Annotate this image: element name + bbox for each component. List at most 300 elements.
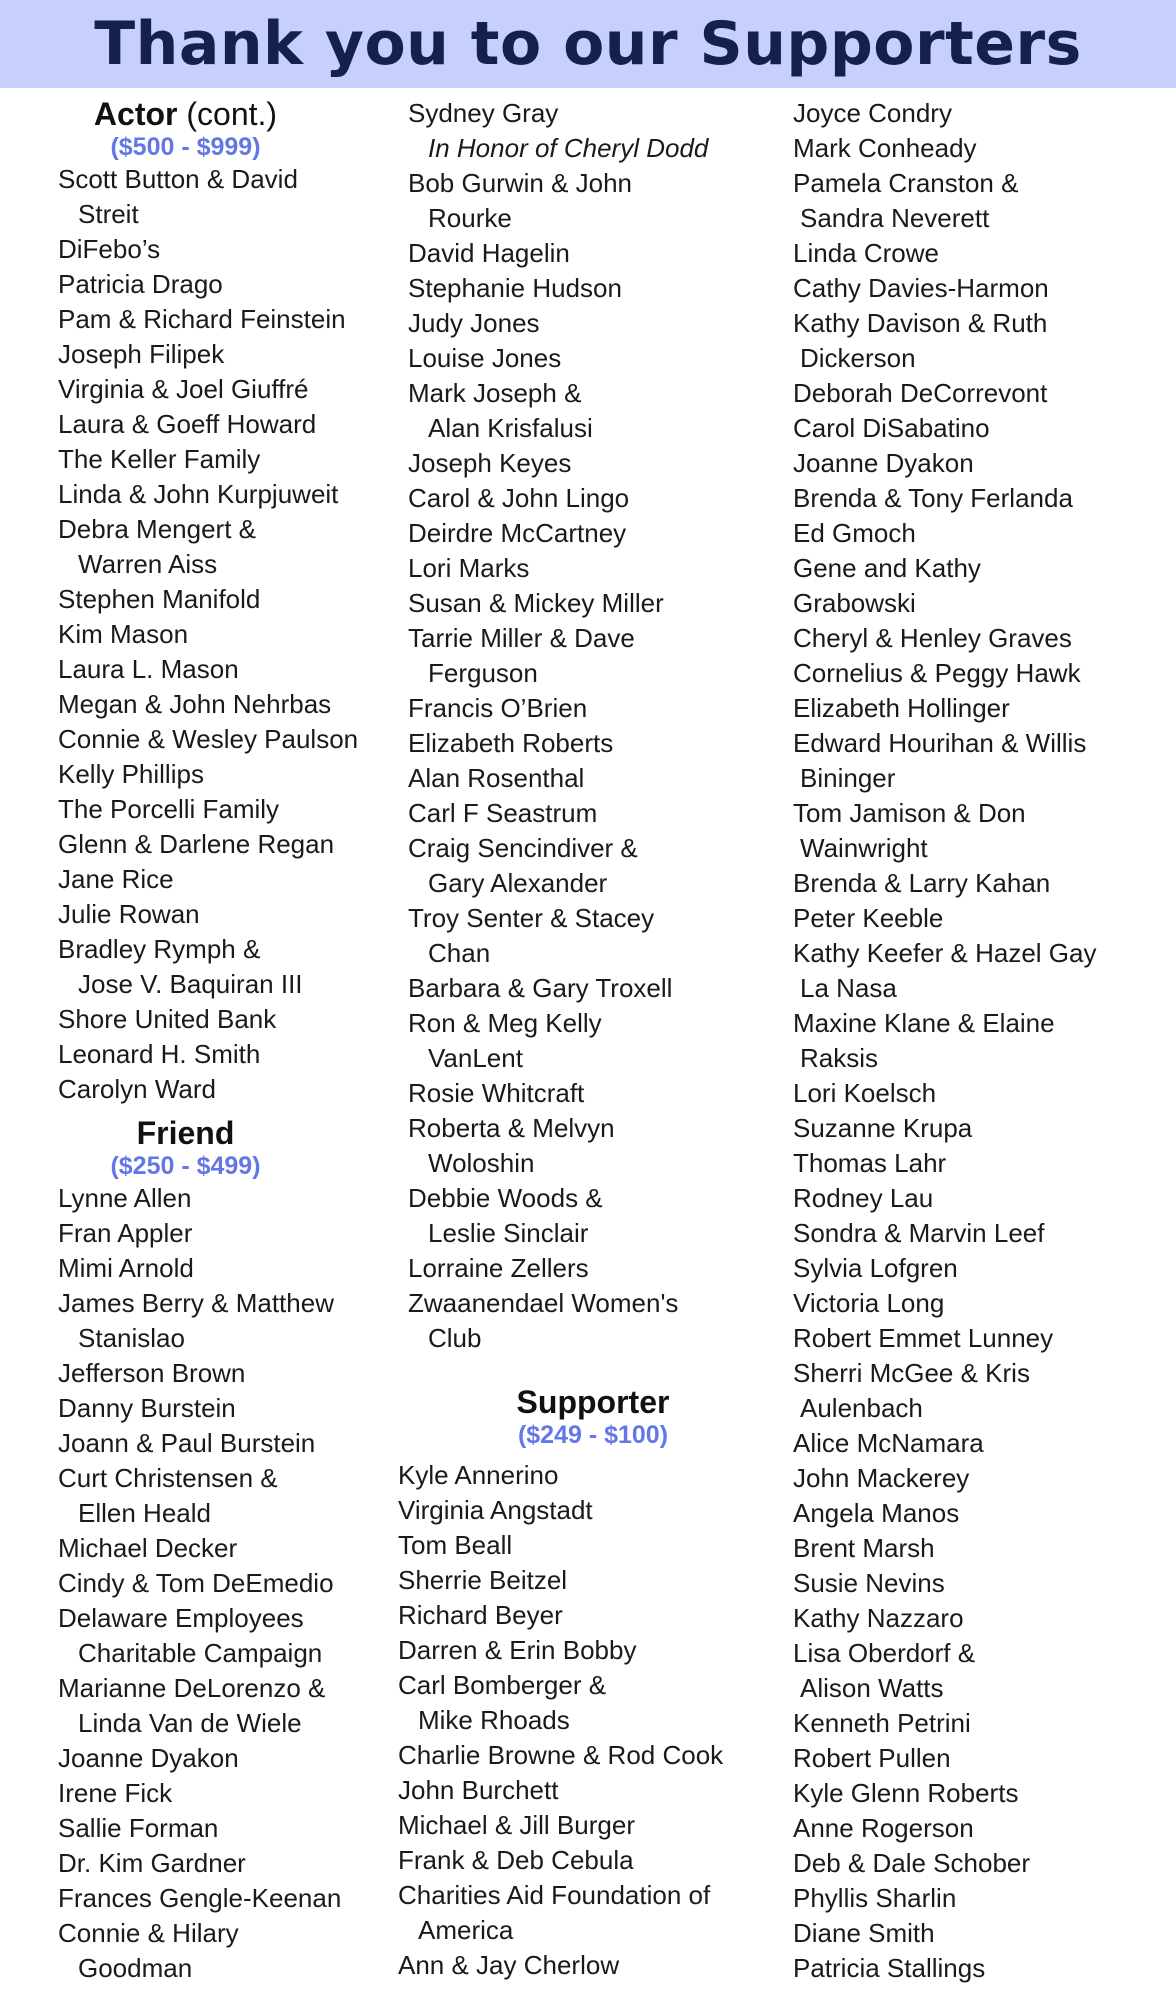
- donor-entry: [793, 481, 1173, 516]
- donor-entry: [58, 1002, 398, 1037]
- donor-name-line: Rosie Whitcraft: [408, 1078, 585, 1108]
- donor-entry: [58, 477, 398, 512]
- donor-name-line: Debra Mengert &: [58, 514, 256, 544]
- honor-note: [408, 131, 778, 166]
- donor-name-line: Kyle Annerino: [398, 1460, 559, 1490]
- donor-entry: [58, 407, 398, 442]
- donor-entry: [793, 446, 1173, 481]
- donor-name-line: Francis O’Brien: [408, 693, 588, 723]
- donor-entry: [58, 827, 398, 862]
- donor-entry: [408, 1006, 778, 1076]
- donor-name-line: Virginia & Joel Giuffré: [58, 374, 309, 404]
- donor-name-line: Joseph Keyes: [408, 448, 572, 478]
- donor-entry: [58, 1391, 398, 1426]
- donor-name-continuation: Alan Krisfalusi: [428, 413, 593, 443]
- donor-entry: [793, 621, 1173, 656]
- donor-entry: [58, 582, 398, 617]
- donor-name-line: Grabowski: [793, 588, 916, 618]
- donor-entry: [58, 897, 398, 932]
- donor-name-continuation: Rourke: [428, 203, 512, 233]
- donor-name-line: Kim Mason: [58, 619, 189, 649]
- donor-entry: [398, 1843, 778, 1878]
- donor-name-line: Linda & John Kurpjuweit: [58, 479, 339, 509]
- donor-entry: [793, 1531, 1173, 1566]
- donor-entry: [793, 1566, 1173, 1601]
- donor-name-line: Delaware Employees: [58, 1603, 304, 1633]
- donor-entry: [793, 1461, 1173, 1496]
- donor-entry: [408, 1076, 778, 1111]
- donor-entry: [58, 1846, 398, 1881]
- donor-entry: [793, 901, 1173, 936]
- donor-name-line: Stephanie Hudson: [408, 273, 622, 303]
- donor-entry: [58, 442, 398, 477]
- donor-name-line: Susan & Mickey Miller: [408, 588, 664, 618]
- donor-name-line: John Burchett: [398, 1775, 559, 1805]
- donor-entry: [58, 1916, 398, 1986]
- donor-name-line: Kyle Glenn Roberts: [793, 1778, 1019, 1808]
- donor-name-continuation: Jose V. Baquiran III: [78, 969, 303, 999]
- column-2: [398, 96, 778, 1983]
- donor-name-line: Sondra & Marvin Leef: [793, 1218, 1045, 1248]
- donor-entry: [398, 1948, 778, 1983]
- donor-name-line: Sylvia Lofgren: [793, 1253, 958, 1283]
- donor-entry: [793, 586, 1173, 621]
- donor-entry: [793, 866, 1173, 901]
- donor-name-line: Joanne Dyakon: [793, 448, 974, 478]
- donor-name-continuation: Linda Van de Wiele: [78, 1708, 302, 1738]
- donor-entry: [398, 1563, 778, 1598]
- donor-entry: [408, 726, 778, 761]
- donor-name-continuation: Ellen Heald: [78, 1498, 211, 1528]
- donor-name-line: Susie Nevins: [793, 1568, 945, 1598]
- donor-entry: [408, 971, 778, 1006]
- donor-entry: [398, 1458, 778, 1493]
- donor-name-line: Cheryl & Henley Graves: [793, 623, 1072, 653]
- donor-name-continuation: La Nasa: [800, 973, 897, 1003]
- donor-entry: [58, 1811, 398, 1846]
- donor-list-supporter: [398, 1458, 778, 1983]
- donor-entry: [58, 1216, 398, 1251]
- donor-entry: [793, 1881, 1173, 1916]
- donor-entry: [58, 1037, 398, 1072]
- donor-name-line: Richard Beyer: [398, 1600, 563, 1630]
- donor-name-line: Alice McNamara: [793, 1428, 984, 1458]
- donor-name-line: Mark Conheady: [793, 133, 977, 163]
- donor-name-line: Megan & John Nehrbas: [58, 689, 332, 719]
- donor-list-friend: [58, 1181, 398, 1986]
- donor-entry: [793, 691, 1173, 726]
- donor-name-continuation: Sandra Neverett: [800, 203, 990, 233]
- donor-name-line: Peter Keeble: [793, 903, 944, 933]
- donor-entry: [58, 1181, 398, 1216]
- donor-name-line: Bob Gurwin & John: [408, 168, 633, 198]
- donor-name-line: Jane Rice: [58, 864, 174, 894]
- donor-entry: [408, 691, 778, 726]
- donor-name-line: Marianne DeLorenzo &: [58, 1673, 326, 1703]
- donor-name-line: Alan Rosenthal: [408, 763, 585, 793]
- donor-list-friend-continued: [408, 96, 778, 1356]
- donor-entry: [408, 586, 778, 621]
- donor-name-line: Debbie Woods &: [408, 1183, 603, 1213]
- donor-entry: [398, 1633, 778, 1668]
- donor-entry: [58, 1741, 398, 1776]
- donor-name-continuation: Leslie Sinclair: [428, 1218, 589, 1248]
- donor-entry: [793, 1146, 1173, 1181]
- donor-name-line: Julie Rowan: [58, 899, 200, 929]
- donor-name-line: Dr. Kim Gardner: [58, 1848, 246, 1878]
- section-title: Supporter: [516, 1384, 670, 1420]
- donor-name-line: Ed Gmoch: [793, 518, 916, 548]
- donor-name-line: Cornelius & Peggy Hawk: [793, 658, 1081, 688]
- donor-entry: [58, 1881, 398, 1916]
- donor-name-line: Carol & John Lingo: [408, 483, 630, 513]
- donor-entry: [58, 1356, 398, 1391]
- donor-name-line: Cathy Davies-Harmon: [793, 273, 1049, 303]
- donor-name-line: Frances Gengle-Keenan: [58, 1883, 342, 1913]
- donor-name-line: Glenn & Darlene Regan: [58, 829, 335, 859]
- donor-name-line: Gene and Kathy: [793, 553, 981, 583]
- donor-entry: [58, 1566, 398, 1601]
- donor-entry: [793, 376, 1173, 411]
- donor-entry: [793, 1601, 1173, 1636]
- donor-name-line: In Honor of Cheryl Dodd: [428, 133, 709, 163]
- donor-name-continuation: Ferguson: [428, 658, 538, 688]
- donor-name-continuation: Chan: [428, 938, 491, 968]
- donation-range-actor: ($500 - $999): [110, 133, 261, 161]
- donor-entry: [793, 1776, 1173, 1811]
- donor-entry: [793, 936, 1173, 1006]
- donor-name-line: Stephen Manifold: [58, 584, 261, 614]
- donor-entry: [408, 481, 778, 516]
- donor-name-line: Pam & Richard Feinstein: [58, 304, 346, 334]
- donor-entry: [793, 1741, 1173, 1776]
- donor-name-line: Charlie Browne & Rod Cook: [398, 1740, 724, 1770]
- donor-entry: [793, 1811, 1173, 1846]
- donor-name-line: Joyce Condry: [793, 98, 952, 128]
- donor-entry: [793, 166, 1173, 236]
- donor-entry: [58, 932, 398, 1002]
- donor-entry: [398, 1738, 778, 1773]
- donor-entry: [408, 1251, 778, 1286]
- donor-name-line: Deirdre McCartney: [408, 518, 627, 548]
- donor-entry: [58, 232, 398, 267]
- donor-name-line: Kathy Nazzaro: [793, 1603, 964, 1633]
- section-title: Actor: [93, 96, 178, 132]
- donor-name-line: Carolyn Ward: [58, 1074, 216, 1104]
- donor-name-line: Diane Smith: [793, 1918, 935, 1948]
- donor-entry: [793, 796, 1173, 866]
- donor-name-line: Victoria Long: [793, 1288, 945, 1318]
- donor-entry: [58, 1461, 398, 1531]
- donor-name-line: Brenda & Tony Ferlanda: [793, 483, 1073, 513]
- donor-name-line: Michael Decker: [58, 1533, 238, 1563]
- donor-name-line: Irene Fick: [58, 1778, 173, 1808]
- donor-name-line: Elizabeth Roberts: [408, 728, 614, 758]
- donor-name-line: Pamela Cranston &: [793, 168, 1019, 198]
- section-continued-label: (cont.): [186, 96, 278, 132]
- donor-entry: [793, 1426, 1173, 1461]
- donor-list-actor: [58, 162, 398, 1107]
- donor-name-line: Michael & Jill Burger: [398, 1810, 635, 1840]
- donor-entry: [408, 761, 778, 796]
- donor-name-line: Linda Crowe: [793, 238, 939, 268]
- donor-entry: [793, 1076, 1173, 1111]
- section-title: Friend: [136, 1115, 235, 1151]
- donor-name-line: Tom Beall: [398, 1530, 513, 1560]
- donation-range-supporter: ($249 - $100): [517, 1421, 669, 1449]
- donor-name-line: Elizabeth Hollinger: [793, 693, 1010, 723]
- donor-entry: [58, 1072, 398, 1107]
- donor-name-line: The Keller Family: [58, 444, 261, 474]
- donor-name-line: Sherrie Beitzel: [398, 1565, 568, 1595]
- donor-entry: [793, 1286, 1173, 1321]
- donor-name-line: Scott Button & David: [58, 164, 298, 194]
- donor-name-line: Kelly Phillips: [58, 759, 204, 789]
- section-heading-supporter: [408, 1384, 778, 1420]
- section-heading-friend: [58, 1115, 313, 1151]
- donor-name-line: David Hagelin: [408, 238, 570, 268]
- donor-entry: [793, 1916, 1173, 1951]
- donor-entry: [58, 162, 398, 232]
- donor-name-continuation: Gary Alexander: [428, 868, 608, 898]
- donor-entry: [408, 446, 778, 481]
- donor-entry: [58, 757, 398, 792]
- donor-name-continuation: Streit: [78, 199, 139, 229]
- donor-name-continuation: Alison Watts: [800, 1673, 944, 1703]
- donor-name-line: Sallie Forman: [58, 1813, 219, 1843]
- donor-entry: [793, 306, 1173, 376]
- donor-entry: [58, 1251, 398, 1286]
- donor-entry: [793, 516, 1173, 551]
- donor-name-line: Brent Marsh: [793, 1533, 935, 1563]
- donor-entry: [58, 337, 398, 372]
- donor-entry: [793, 726, 1173, 796]
- donor-name-line: Lisa Oberdorf &: [793, 1638, 976, 1668]
- donor-entry: [408, 341, 778, 376]
- donor-name-line: Edward Hourihan & Willis: [793, 728, 1087, 758]
- donor-name-line: Thomas Lahr: [793, 1148, 947, 1178]
- donor-name-line: Carol DiSabatino: [793, 413, 990, 443]
- donor-entry: [408, 796, 778, 831]
- donor-name-line: Ron & Meg Kelly: [408, 1008, 602, 1038]
- donor-entry: [793, 1181, 1173, 1216]
- donor-entry: [58, 1426, 398, 1461]
- donor-entry: [58, 862, 398, 897]
- donor-name-line: Connie & Hilary: [58, 1918, 239, 1948]
- donor-name-line: Sherri McGee & Kris: [793, 1358, 1030, 1388]
- donor-entry: [408, 1286, 778, 1356]
- donor-name-continuation: Stanislao: [78, 1323, 185, 1353]
- donor-entry: [793, 1356, 1173, 1426]
- donor-name-line: Troy Senter & Stacey: [408, 903, 655, 933]
- donor-name-line: Anne Rogerson: [793, 1813, 974, 1843]
- column-1: [58, 96, 398, 1986]
- donor-name-continuation: Club: [428, 1323, 482, 1353]
- donor-entry: [58, 1531, 398, 1566]
- donor-entry: [398, 1668, 778, 1738]
- donor-name-line: Fran Appler: [58, 1218, 193, 1248]
- donor-entry: [793, 1006, 1173, 1076]
- donor-name-line: Laura L. Mason: [58, 654, 239, 684]
- page-title: Thank you to our Supporters: [94, 9, 1082, 79]
- donor-name-line: Barbara & Gary Troxell: [408, 973, 673, 1003]
- donor-name-continuation: Warren Aiss: [78, 549, 218, 579]
- donor-entry: [408, 96, 778, 131]
- donor-entry: [793, 551, 1173, 586]
- donor-name-line: Louise Jones: [408, 343, 562, 373]
- donor-name-line: James Berry & Matthew: [58, 1288, 334, 1318]
- donor-name-line: Curt Christensen &: [58, 1463, 278, 1493]
- donor-name-continuation: Wainwright: [800, 833, 928, 863]
- donor-name-continuation: Woloshin: [428, 1148, 535, 1178]
- donor-name-continuation: Raksis: [800, 1043, 879, 1073]
- donor-entry: [58, 1601, 398, 1671]
- donor-name-line: The Porcelli Family: [58, 794, 280, 824]
- donor-entry: [793, 656, 1173, 691]
- donor-entry: [58, 512, 398, 582]
- donor-name-line: Roberta & Melvyn: [408, 1113, 615, 1143]
- donor-entry: [408, 306, 778, 341]
- donor-entry: [398, 1878, 778, 1948]
- donor-name-continuation: Bininger: [800, 763, 896, 793]
- donor-name-line: Robert Emmet Lunney: [793, 1323, 1054, 1353]
- donor-name-line: Danny Burstein: [58, 1393, 236, 1423]
- donor-entry: [58, 302, 398, 337]
- header-banner: [0, 0, 1176, 88]
- donor-name-line: Deborah DeCorrevont: [793, 378, 1048, 408]
- donor-name-line: Virginia Angstadt: [398, 1495, 593, 1525]
- donor-list-supporter-continued: [793, 96, 1173, 1986]
- donor-entry: [408, 166, 778, 236]
- donor-entry: [398, 1528, 778, 1563]
- donor-name-line: Mimi Arnold: [58, 1253, 194, 1283]
- donor-name-line: Carl F Seastrum: [408, 798, 598, 828]
- donor-name-line: Lori Marks: [408, 553, 530, 583]
- donor-entry: [58, 722, 398, 757]
- donor-entry: [408, 551, 778, 586]
- donor-name-line: Deb & Dale Schober: [793, 1848, 1031, 1878]
- donor-entry: [793, 131, 1173, 166]
- donor-entry: [58, 1671, 398, 1741]
- donor-entry: [793, 411, 1173, 446]
- donor-name-line: Shore United Bank: [58, 1004, 277, 1034]
- donor-name-line: Tom Jamison & Don: [793, 798, 1026, 828]
- donor-name-continuation: Dickerson: [800, 343, 916, 373]
- section-heading-actor: [58, 96, 313, 132]
- donor-entry: [408, 376, 778, 446]
- donor-name-line: Phyllis Sharlin: [793, 1883, 957, 1913]
- donor-name-line: Carl Bomberger &: [398, 1670, 607, 1700]
- donation-range-friend: ($250 - $499): [110, 1152, 261, 1180]
- donor-entry: [793, 1111, 1173, 1146]
- donor-name-line: Leonard H. Smith: [58, 1039, 261, 1069]
- donor-name-line: Craig Sencindiver &: [408, 833, 638, 863]
- donor-entry: [793, 1321, 1173, 1356]
- donor-name-line: Kathy Davison & Ruth: [793, 308, 1048, 338]
- donor-name-line: DiFebo’s: [58, 234, 161, 264]
- donor-entry: [58, 1286, 398, 1356]
- donor-entry: [793, 96, 1173, 131]
- donor-entry: [408, 901, 778, 971]
- donor-entry: [793, 1846, 1173, 1881]
- donor-name-line: Patricia Stallings: [793, 1953, 986, 1983]
- donor-entry: [793, 1496, 1173, 1531]
- donor-name-line: Cindy & Tom DeEmedio: [58, 1568, 334, 1598]
- donor-name-line: Mark Joseph &: [408, 378, 582, 408]
- donor-entry: [793, 1636, 1173, 1706]
- donor-name-line: John Mackerey: [793, 1463, 970, 1493]
- donor-name-line: Suzanne Krupa: [793, 1113, 973, 1143]
- donor-name-line: Connie & Wesley Paulson: [58, 724, 359, 754]
- donor-entry: [58, 617, 398, 652]
- donor-name-line: Frank & Deb Cebula: [398, 1845, 634, 1875]
- donor-entry: [58, 1776, 398, 1811]
- donor-name-continuation: Goodman: [78, 1953, 193, 1983]
- donor-entry: [793, 1706, 1173, 1741]
- donor-name-line: Joseph Filipek: [58, 339, 225, 369]
- donor-name-line: Lynne Allen: [58, 1183, 192, 1213]
- donor-entry: [58, 792, 398, 827]
- donor-name-line: Patricia Drago: [58, 269, 223, 299]
- donor-entry: [58, 372, 398, 407]
- donor-name-continuation: America: [418, 1915, 514, 1945]
- donor-name-line: Kathy Keefer & Hazel Gay: [793, 938, 1097, 968]
- donor-entry: [58, 687, 398, 722]
- donor-name-line: Joanne Dyakon: [58, 1743, 239, 1773]
- donor-entry: [793, 236, 1173, 271]
- donor-name-line: Kenneth Petrini: [793, 1708, 971, 1738]
- donor-name-line: Tarrie Miller & Dave: [408, 623, 635, 653]
- donor-name-line: Sydney Gray: [408, 98, 559, 128]
- donor-entry: [408, 236, 778, 271]
- donor-entry: [793, 271, 1173, 306]
- donor-entry: [408, 271, 778, 306]
- donor-entry: [793, 1216, 1173, 1251]
- donor-entry: [408, 1181, 778, 1251]
- donor-entry: [793, 1951, 1173, 1986]
- donor-name-line: Judy Jones: [408, 308, 540, 338]
- donor-name-line: Bradley Rymph &: [58, 934, 261, 964]
- donor-name-continuation: Aulenbach: [800, 1393, 923, 1423]
- donor-name-line: Maxine Klane & Elaine: [793, 1008, 1055, 1038]
- donor-name-continuation: Mike Rhoads: [418, 1705, 570, 1735]
- donor-name-line: Charities Aid Foundation of: [398, 1880, 711, 1910]
- donor-name-line: Jefferson Brown: [58, 1358, 246, 1388]
- donor-name-line: Rodney Lau: [793, 1183, 934, 1213]
- donor-entry: [408, 621, 778, 691]
- column-3: [793, 96, 1173, 1986]
- donor-name-line: Laura & Goeff Howard: [58, 409, 317, 439]
- donor-entry: [398, 1808, 778, 1843]
- donor-name-line: Lorraine Zellers: [408, 1253, 589, 1283]
- donor-name-line: Brenda & Larry Kahan: [793, 868, 1051, 898]
- donor-entry: [58, 267, 398, 302]
- donor-name-continuation: Charitable Campaign: [78, 1638, 323, 1668]
- donor-entry: [398, 1493, 778, 1528]
- donor-name-line: Lori Koelsch: [793, 1078, 937, 1108]
- donor-entry: [408, 1111, 778, 1181]
- donor-entry: [398, 1598, 778, 1633]
- donor-name-continuation: VanLent: [428, 1043, 523, 1073]
- donor-entry: [398, 1773, 778, 1808]
- donor-name-line: Ann & Jay Cherlow: [398, 1950, 620, 1980]
- donor-name-line: Robert Pullen: [793, 1743, 951, 1773]
- donor-name-line: Joann & Paul Burstein: [58, 1428, 316, 1458]
- donor-entry: [793, 1251, 1173, 1286]
- donor-name-line: Angela Manos: [793, 1498, 960, 1528]
- donor-entry: [58, 652, 398, 687]
- donor-entry: [408, 831, 778, 901]
